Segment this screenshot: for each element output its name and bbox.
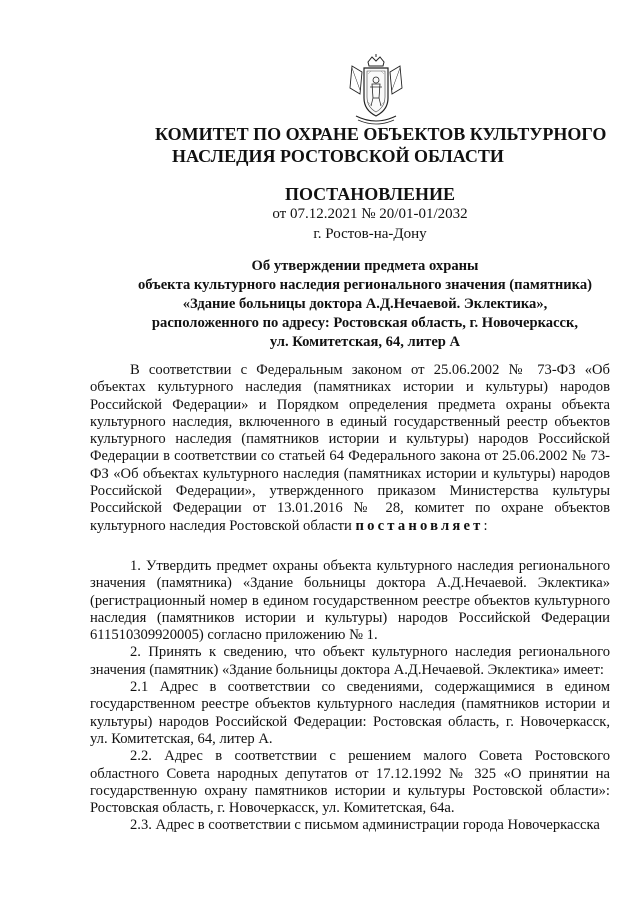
- coat-of-arms-icon: [346, 54, 406, 128]
- item-2-3: 2.3. Адрес в соответствии с письмом администрации города Новочеркасска: [130, 817, 600, 834]
- item-1: 1. Утвердить предмет охраны объекта культурного наследия регионального значения (памятника) «Здание больницы доктора А.Д.Нечаевой. Эклектика» (регистрационный номер в едином государственном реестре объектов культурного наследия (памятников истории и культуры) народов Российской Федерации 611510309920005) согласно приложению № 1.: [90, 558, 610, 644]
- subject-line-5: ул. Комитетская, 64, литер А: [269, 334, 461, 350]
- subject-line-1: Об утверждении предмета охраны: [251, 258, 479, 274]
- subject-line-2: объекта культурного наследия регионального значения (памятника): [137, 277, 593, 293]
- preamble-text: В соответствии с Федеральным законом от 25.06.2002 № 73-ФЗ «Об объектах культурного наследия (памятниках истории и культуры) народов Российской Федерации» и Порядком определения предмета охраны объекта культурного наследия, включенного в единый государственный реестр объектов культурного наследия (памятников истории и культуры) народов Российской Федерации в соответствии со статьей 64 Федерального закона от 25.06.2002 № 73-ФЗ «Об объектах культурного наследия (памятниках истории и культуры) народов Российской Федерации», утвержденного приказом Министерства культуры Российской Федерации от 13.01.2016 № 28, комитет по охране объектов культурного наследия Ростовской области: [90, 362, 610, 534]
- decree-items: [90, 558, 610, 835]
- item-2-2: 2.2. Адрес в соответствии с решением малого Совета Ростовского областного Совета народных депутатов от 17.12.1992 № 325 «О принятии на государственную охрану памятников истории и культуры Ростовской области»: Ростовская область, г. Новочеркасск, ул. Комитетская, 64а.: [90, 748, 610, 817]
- org-name-line-1: КОМИТЕТ ПО ОХРАНЕ ОБЪЕКТОВ КУЛЬТУРНОГО: [155, 124, 607, 144]
- decree-word: постановляет: [355, 517, 484, 534]
- decree-colon: :: [483, 517, 488, 534]
- item-2-1: 2.1 Адрес в соответствии со сведениями, содержащимися в едином государственном реестре объектов культурного наследия (памятников истории и культуры) народов Российской Федерации: Ростовская область, г. Новочеркасск, ул. Комитетская, 64, литер А.: [90, 679, 610, 747]
- org-name-line-2: НАСЛЕДИЯ РОСТОВСКОЙ ОБЛАСТИ: [172, 146, 504, 166]
- preamble-paragraph: [90, 362, 610, 535]
- subject-line-4: расположенного по адресу: Ростовская область, г. Новочеркасск,: [151, 315, 579, 331]
- document-type-title: ПОСТАНОВЛЕНИЕ: [284, 184, 456, 204]
- city-name: г. Ростов-на-Дону: [313, 226, 427, 242]
- subject-line-3: «Здание больницы доктора А.Д.Нечаевой. Эклектика»,: [182, 296, 548, 312]
- date-and-number: от 07.12.2021 № 20/01-01/2032: [272, 206, 468, 222]
- preamble-block: [90, 362, 610, 535]
- item-2: 2. Принять к сведению, что объект культурного наследия регионального значения (памятник) «Здание больницы доктора А.Д.Нечаевой. Эклектика» имеет:: [90, 644, 610, 678]
